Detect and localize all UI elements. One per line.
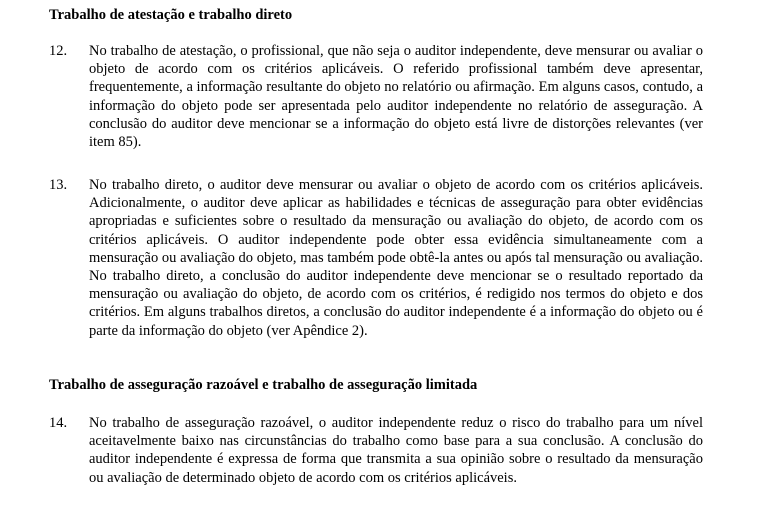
paragraph-text: No trabalho de atestação, o profissional, que não seja o auditor independente, deve mensurar ou avaliar o objeto de acordo com os critérios aplicáveis. O referido profissional também deve apresentar, frequentemente, a informação resultante do objeto no relatório ou afirmação. Em alguns casos, contudo, a informação do objeto pode ser apresentada pelo auditor independente no relatório de asseguração. A conclusão do auditor deve mencionar se a informação do objeto está livre de distorções relevantes (ver item 85). [89, 43, 703, 151]
paragraph-text: No trabalho direto, o auditor deve mensurar ou avaliar o objeto de acordo com os critérios aplicáveis. Adicionalmente, o auditor deve aplicar as habilidades e técnicas de asseguração para obter evidências apropriadas e suficientes sobre o resultado da mensuração ou avaliação do objeto, de acordo com os critérios aplicáveis. O auditor independente pode obter essa evidência simultaneamente com a mensuração ou avaliação do objeto, mas também pode obtê-la antes ou após tal mensuração ou avaliação. No trabalho direto, a conclusão do auditor independente deve mencionar se o resultado reportado da mensuração ou avaliação do objeto, de acordo com os critérios, é redigido nos termos do objeto e dos critérios. Em alguns trabalhos diretos, a conclusão do auditor independente é a informação do objeto ou é parte da informação do objeto (ver Apêndice 2). [89, 177, 703, 339]
section-heading-reasonable-limited-assurance: Trabalho de asseguração razoável e trabalho de asseguração limitada [49, 377, 478, 393]
paragraph-number: 13. [49, 177, 68, 193]
paragraph-number: 14. [49, 415, 68, 431]
paragraph-number: 12. [49, 43, 68, 59]
section-heading-attestation-direct: Trabalho de atestação e trabalho direto [49, 7, 293, 23]
paragraph-text: No trabalho de asseguração razoável, o auditor independente reduz o risco do trabalho para um nível aceitavelmente baixo nas circunstâncias do trabalho como base para a sua conclusão. A conclusão do auditor independente é expressa de forma que transmita a sua opinião sobre o resultado da mensuração ou avaliação de determinado objeto de acordo com os critérios aplicáveis. [89, 415, 703, 486]
